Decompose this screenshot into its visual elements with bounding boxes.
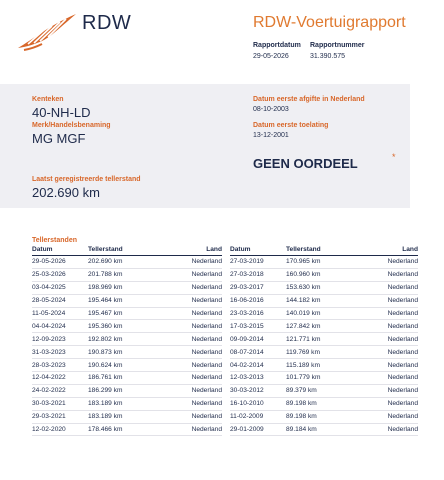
- row-land: Nederland: [387, 361, 418, 369]
- row-tellerstand: 89.198 km: [286, 400, 317, 408]
- row-tellerstand: 190.873 km: [88, 348, 123, 356]
- table-row: [32, 424, 222, 437]
- table-row: [32, 346, 222, 359]
- row-tellerstand: 195.464 km: [88, 297, 123, 305]
- table-row: [230, 256, 418, 269]
- row-datum: 29-01-2009: [230, 426, 264, 434]
- kenteken-label: Kenteken: [32, 96, 64, 103]
- asterisk-icon: *: [392, 152, 396, 162]
- row-land: Nederland: [387, 400, 418, 408]
- brand-name: RDW: [82, 12, 132, 34]
- header-land: Land: [206, 246, 222, 253]
- table-row: [230, 282, 418, 295]
- row-land: Nederland: [191, 413, 222, 421]
- row-land: Nederland: [191, 348, 222, 356]
- row-land: Nederland: [387, 310, 418, 317]
- row-tellerstand: 119.769 km: [286, 348, 320, 356]
- table-row: [230, 411, 418, 424]
- row-datum: 12-02-2020: [32, 426, 66, 434]
- kenteken-field: [32, 96, 91, 120]
- row-datum: 27-03-2018: [230, 271, 264, 279]
- table-row: [32, 320, 222, 333]
- row-land: Nederland: [191, 271, 222, 279]
- table-row: [230, 269, 418, 282]
- row-land: Nederland: [387, 374, 418, 382]
- table-header: [230, 244, 418, 256]
- row-datum: 27-03-2019: [230, 258, 264, 266]
- row-tellerstand: 89.184 km: [286, 426, 317, 434]
- row-land: Nederland: [191, 335, 222, 343]
- row-datum: 12-04-2022: [32, 374, 66, 382]
- row-datum: 11-02-2009: [230, 413, 264, 421]
- table-header: [32, 244, 222, 256]
- merk-field: [32, 122, 111, 146]
- row-land: Nederland: [387, 297, 418, 305]
- row-land: Nederland: [387, 348, 418, 356]
- row-datum: 08-07-2014: [230, 348, 264, 356]
- row-tellerstand: 186.299 km: [88, 387, 123, 395]
- tellerstanden-table-right: [230, 244, 418, 436]
- report-number-block: [310, 42, 364, 60]
- toelating-value: 13-12-2001: [253, 132, 289, 139]
- afgifte-field: [253, 96, 365, 113]
- report-date-value: 29-05-2026: [253, 53, 289, 60]
- row-tellerstand: 198.969 km: [88, 284, 123, 292]
- row-land: Nederland: [191, 387, 222, 395]
- table-row: [230, 295, 418, 308]
- row-datum: 25-03-2026: [32, 271, 66, 279]
- row-datum: 30-03-2012: [230, 387, 264, 395]
- table-row: [32, 385, 222, 398]
- header-tellerstand: Tellerstand: [286, 246, 321, 253]
- tellerstanden-table-left: [32, 244, 222, 436]
- tellerstanden-title: Tellerstanden: [32, 237, 77, 244]
- table-row: [32, 282, 222, 295]
- row-datum: 04-02-2014: [230, 361, 264, 369]
- teller-label: Laatst geregistreerde tellerstand: [32, 176, 141, 183]
- row-datum: 24-02-2022: [32, 387, 66, 395]
- row-datum: 03-04-2025: [32, 284, 66, 292]
- row-land: Nederland: [387, 284, 418, 292]
- kenteken-value: 40-NH-LD: [32, 105, 91, 120]
- merk-value: MG MGF: [32, 131, 86, 146]
- row-datum: 28-03-2023: [32, 361, 66, 369]
- report-header: [0, 0, 444, 84]
- vehicle-summary-panel: [0, 84, 410, 208]
- table-row: [32, 333, 222, 346]
- row-land: Nederland: [191, 284, 222, 292]
- report-number-label: Rapportnummer: [310, 42, 365, 49]
- row-datum: 17-03-2015: [230, 322, 264, 330]
- afgifte-label: Datum eerste afgifte in Nederland: [253, 96, 365, 103]
- row-land: Nederland: [387, 335, 418, 343]
- report-title: RDW-Voertuigrapport: [253, 14, 406, 31]
- row-tellerstand: 144.182 km: [286, 297, 321, 305]
- header-tellerstand: Tellerstand: [88, 246, 123, 253]
- row-tellerstand: 160.960 km: [286, 271, 321, 279]
- row-datum: 29-03-2017: [230, 284, 264, 292]
- row-tellerstand: 178.466 km: [88, 426, 123, 434]
- row-tellerstand: 101.779 km: [286, 374, 321, 382]
- table-row: [32, 295, 222, 308]
- row-land: Nederland: [387, 413, 418, 421]
- row-land: Nederland: [191, 426, 222, 434]
- row-land: Nederland: [191, 322, 222, 330]
- report-date-label: Rapportdatum: [253, 42, 301, 49]
- table-row: [230, 359, 418, 372]
- merk-label: Merk/Handelsbenaming: [32, 122, 111, 129]
- afgifte-value: 08-10-2003: [253, 106, 289, 113]
- table-row: [32, 269, 222, 282]
- row-tellerstand: 183.189 km: [88, 400, 123, 408]
- table-row: [32, 411, 222, 424]
- row-datum: 04-04-2024: [32, 322, 66, 330]
- row-tellerstand: 127.842 km: [286, 322, 321, 330]
- row-datum: 16-10-2010: [230, 400, 264, 408]
- row-tellerstand: 115.189 km: [286, 361, 320, 369]
- row-datum: 29-05-2026: [32, 258, 66, 266]
- row-tellerstand: 170.965 km: [286, 258, 321, 266]
- row-land: Nederland: [191, 297, 222, 305]
- table-body-left: [32, 256, 222, 436]
- oordeel-status: GEEN OORDEEL: [253, 156, 358, 171]
- toelating-field: [253, 122, 328, 139]
- row-land: Nederland: [387, 426, 418, 434]
- row-datum: 30-03-2021: [32, 400, 66, 408]
- header-datum: Datum: [32, 246, 53, 253]
- row-datum: 16-06-2016: [230, 297, 264, 305]
- row-land: Nederland: [191, 310, 222, 317]
- row-datum: 09-09-2014: [230, 335, 264, 343]
- row-datum: 12-03-2013: [230, 374, 264, 382]
- table-row: [230, 398, 418, 411]
- report-date-block: [253, 42, 301, 60]
- row-land: Nederland: [387, 258, 418, 266]
- row-tellerstand: 140.019 km: [286, 310, 321, 317]
- table-row: [230, 385, 418, 398]
- table-row: [32, 398, 222, 411]
- row-datum: 28-05-2024: [32, 297, 66, 305]
- row-datum: 11-05-2024: [32, 310, 66, 317]
- row-tellerstand: 183.189 km: [88, 413, 123, 421]
- table-row: [230, 308, 418, 321]
- report-number-value: 31.390.575: [310, 53, 346, 60]
- row-land: Nederland: [191, 374, 222, 382]
- row-tellerstand: 195.467 km: [88, 310, 123, 317]
- row-land: Nederland: [191, 361, 222, 369]
- row-tellerstand: 89.198 km: [286, 413, 317, 421]
- toelating-label: Datum eerste toelating: [253, 122, 329, 129]
- row-tellerstand: 192.802 km: [88, 335, 123, 343]
- row-datum: 12-09-2023: [32, 335, 66, 343]
- row-tellerstand: 121.771 km: [286, 335, 321, 343]
- row-tellerstand: 186.761 km: [88, 374, 123, 382]
- teller-field: [32, 176, 141, 200]
- row-land: Nederland: [191, 400, 222, 408]
- row-land: Nederland: [191, 258, 222, 266]
- table-row: [230, 424, 418, 437]
- table-row: [230, 333, 418, 346]
- row-datum: 31-03-2023: [32, 348, 66, 356]
- table-row: [230, 372, 418, 385]
- rdw-logo-icon: [14, 10, 84, 54]
- row-datum: 29-03-2021: [32, 413, 66, 421]
- table-row: [32, 359, 222, 372]
- table-row: [32, 308, 222, 321]
- row-tellerstand: 153.630 km: [286, 284, 321, 292]
- row-land: Nederland: [387, 387, 418, 395]
- teller-value: 202.690 km: [32, 185, 100, 200]
- table-row: [230, 320, 418, 333]
- row-tellerstand: 190.624 km: [88, 361, 123, 369]
- row-datum: 23-03-2016: [230, 310, 264, 317]
- row-tellerstand: 202.690 km: [88, 258, 123, 266]
- header-land: Land: [402, 246, 418, 253]
- row-land: Nederland: [387, 271, 418, 279]
- header-datum: Datum: [230, 246, 251, 253]
- table-row: [32, 372, 222, 385]
- row-tellerstand: 201.788 km: [88, 271, 123, 279]
- row-land: Nederland: [387, 322, 418, 330]
- table-row: [32, 256, 222, 269]
- row-tellerstand: 195.360 km: [88, 322, 123, 330]
- table-body-right: [230, 256, 418, 436]
- table-row: [230, 346, 418, 359]
- row-tellerstand: 89.379 km: [286, 387, 317, 395]
